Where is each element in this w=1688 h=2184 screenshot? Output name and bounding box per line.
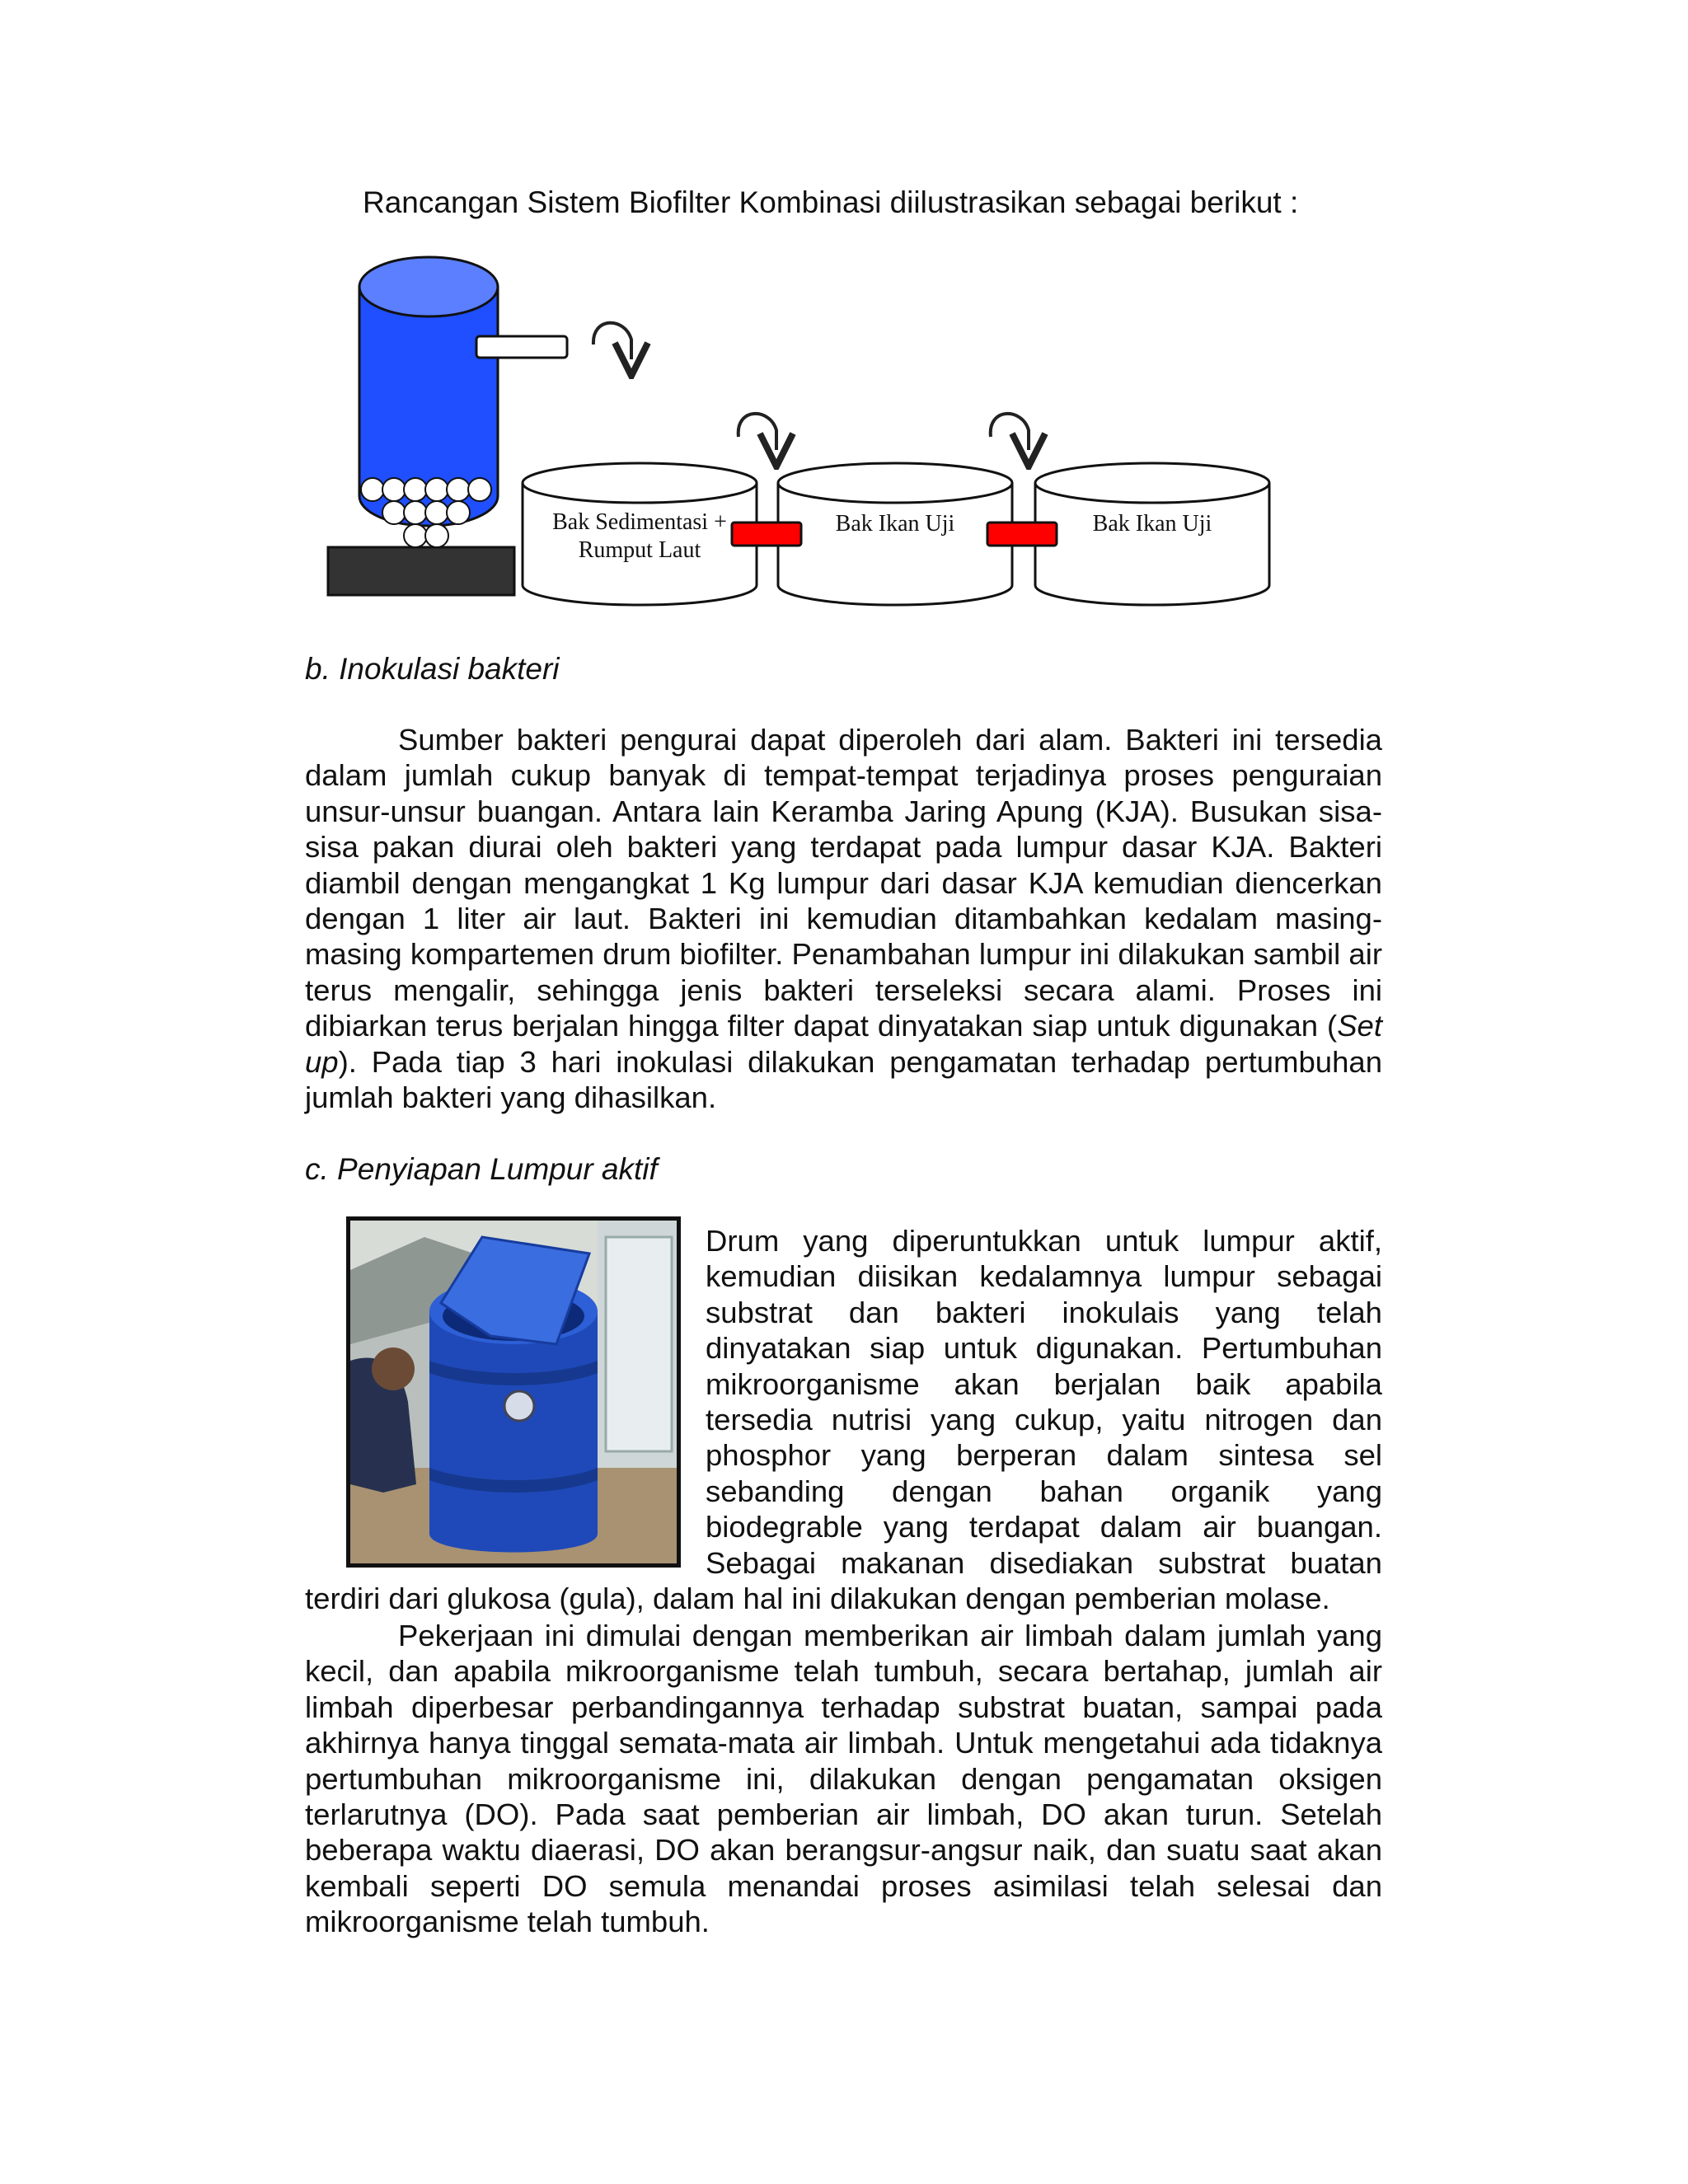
section-b-paragraph [305, 722, 1382, 1115]
column-base [328, 547, 514, 595]
section-c-paragraph-1 [305, 1223, 1382, 1616]
tank-test-fish-2 [1035, 463, 1269, 605]
biofilter-diagram [313, 231, 1286, 626]
section-c-paragraph-2: Pekerjaan ini dimulai dengan memberikan air limbah dalam jumlah yang kecil, dan apabila mikroorganisme telah tumbuh, secara bertahap, jumlah air limbah diperbesar perbandingannya terhadap substrat buatan, sampai pada akhirnya hanya tinggal semata-mata air limbah. Untuk mengetahui ada tidaknya pertumbuhan mikroorganisme ini, dilakukan dengan pengamatan oksigen terlarutnya (DO). Pada saat pemberian air limbah, DO akan turun. Setelah beberapa waktu diaerasi, DO akan berangsur-angsur naik, dan suatu saat akan kembali seperti DO semula menandai proses asimilasi telah selesai dan mikroorganisme telah tumbuh. [305, 1619, 1382, 1939]
filter-column [359, 257, 498, 547]
tank1-label-line1: Bak Sedimentasi + [552, 509, 727, 535]
section-b-text-italic: Set up [305, 1009, 1382, 1079]
tank-test-fish-1 [778, 463, 1012, 605]
tank1-label-line2: Rumput Laut [578, 537, 701, 563]
section-c-text-1: Drum yang diperuntukkan untuk lumpur aktif, kemudian diisikan kedalamnya lumpur sebagai substrat dan bakteri inokulais yang telah dinyatakan siap untuk digunakan. Pertumbuhan mikroorganisme akan berjalan baik apabila tersedia nutrisi yang cukup, yaitu nitrogen dan phosphor yang berperan dalam sintesa sel sebanding dengan bahan organik yang biodegrable yang terdapat dalam air buangan. Sebagai makanan disediakan substrat buatan terdiri dari glukosa (gula), dalam hal ini dilakukan dengan pemberian molase. [305, 1224, 1382, 1616]
flow-arrow-icon [991, 414, 1029, 450]
flow-arrow-icon [738, 414, 776, 450]
photo-wrap-space [346, 1223, 681, 1574]
intro-sentence: Rancangan Sistem Biofilter Kombinasi diilustrasikan sebagai berikut : [363, 185, 1299, 219]
section-b-text-before: Sumber bakteri pengurai dapat diperoleh dari alam. Bakteri ini tersedia dalam jumlah cukup banyak di tempat-tempat terjadinya proses penguraian unsur-unsur buangan. Antara lain Keramba Jaring Apung (KJA). Busukan sisa-sisa pakan diurai oleh bakteri yang terdapat pada lumpur dasar KJA. Bakteri diambil dengan mengangkat 1 Kg lumpur dari dasar KJA kemudian diencerkan dengan 1 liter air laut. Bakteri ini kemudian ditambahkan kedalam masing-masing kompartemen drum biofilter. Penambahan lumpur ini dilakukan sambil air terus mengalir, sehingga jenis bakteri terseleksi secara alami. Proses ini dibiarkan terus berjalan hingga filter dapat dinyatakan siap untuk digunakan ( [305, 723, 1382, 1043]
section-b-text-after: ). Pada tiap 3 hari inokulasi dilakukan pengamatan terhadap pertumbuhan jumlah bakteri yang dihasilkan. [305, 1044, 1382, 1115]
connector-valve [732, 523, 801, 546]
tank2-label: Bak Ikan Uji [835, 511, 955, 537]
section-b-heading: b. Inokulasi bakteri [305, 652, 560, 686]
section-c-heading: c. Penyiapan Lumpur aktif [305, 1152, 658, 1186]
connector-valve [987, 523, 1057, 546]
tank3-label: Bak Ikan Uji [1092, 511, 1212, 537]
outlet-pipe [476, 336, 567, 358]
flow-arrow-icon [593, 323, 631, 359]
tank-sedimentation [523, 463, 757, 605]
